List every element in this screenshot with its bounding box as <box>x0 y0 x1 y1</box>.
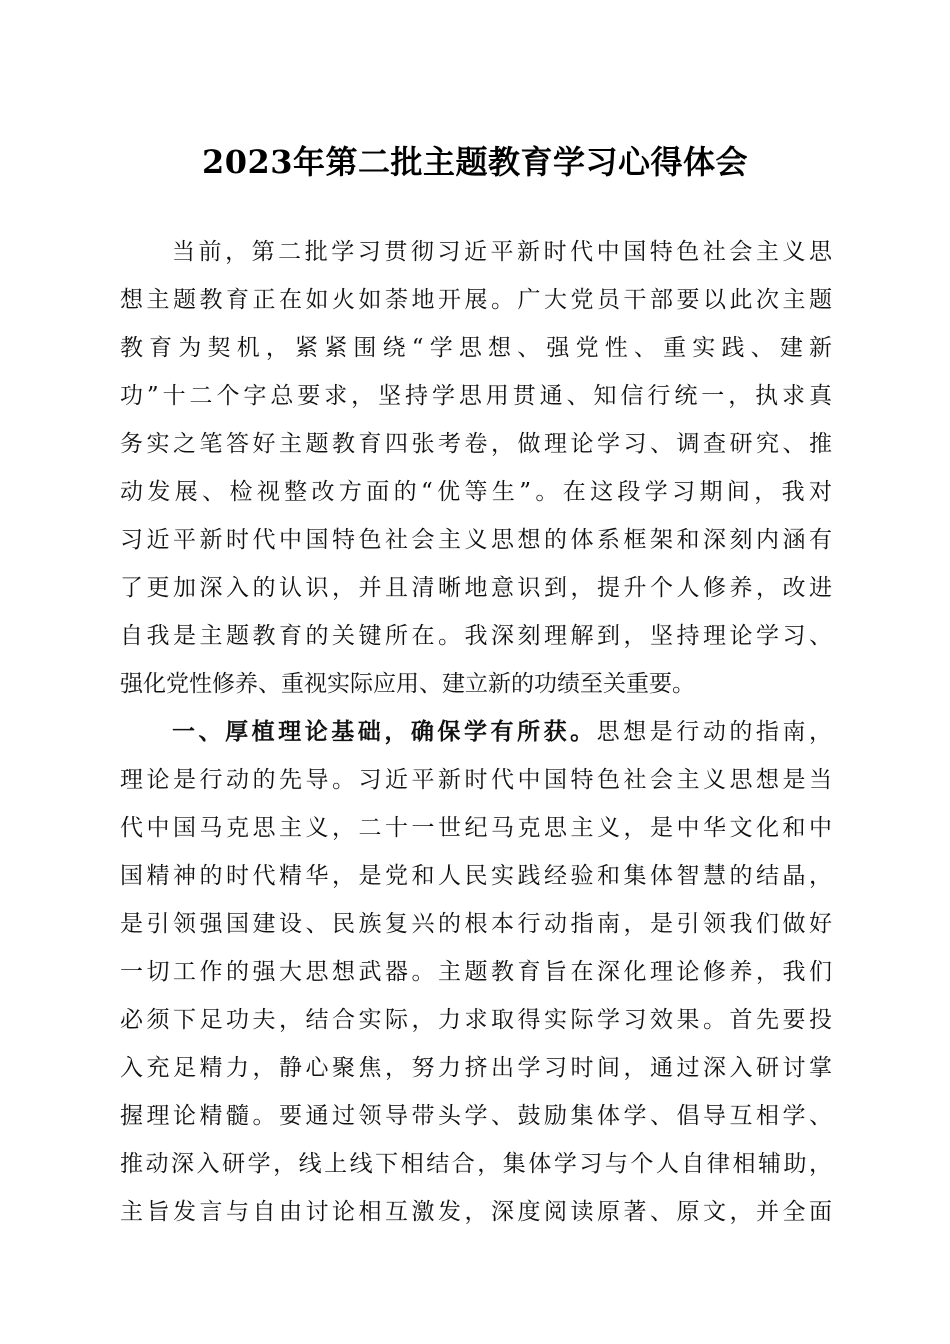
document-body <box>120 228 832 1236</box>
paragraph-line: 动发展、检视整改方面的“优等生”。在这段学习期间，我对 <box>120 479 832 505</box>
paragraph-section-one <box>120 708 832 1236</box>
paragraph-line: 务实之笔答好主题教育四张考卷，做理论学习、调查研究、推 <box>120 431 832 457</box>
paragraph-line: 入充足精力，静心聚焦，努力挤出学习时间，通过深入研讨掌 <box>120 1055 832 1081</box>
paragraph-line: 了更加深入的认识，并且清晰地意识到，提升个人修养，改进 <box>120 575 832 601</box>
paragraph-line: 是引领强国建设、民族复兴的根本行动指南，是引领我们做好 <box>120 911 832 937</box>
paragraph-line: 理论是行动的先导。习近平新时代中国特色社会主义思想是当 <box>120 767 832 793</box>
paragraph-line: 教育为契机，紧紧围绕“学思想、强党性、重实践、建新 <box>120 335 832 361</box>
paragraph-line: 主旨发言与自由讨论相互激发，深度阅读原著、原文，并全面 <box>120 1199 832 1225</box>
section-heading-rest: 思想是行动的指南， <box>596 719 832 745</box>
paragraph-line: 推动深入研学，线上线下相结合，集体学习与个人自律相辅助， <box>120 1151 832 1177</box>
paragraph-line: 自我是主题教育的关键所在。我深刻理解到，坚持理论学习、 <box>120 623 832 649</box>
paragraph-line: 握理论精髓。要通过领导带头学、鼓励集体学、倡导互相学、 <box>120 1103 832 1129</box>
paragraph-line: 习近平新时代中国特色社会主义思想的体系框架和深刻内涵有 <box>120 527 832 553</box>
paragraph-line: 功”十二个字总要求，坚持学思用贯通、知信行统一，执求真 <box>120 383 832 409</box>
document-title: 2023年第二批主题教育学习心得体会 <box>201 143 749 181</box>
paragraph-first-line <box>120 708 832 756</box>
paragraph-line: 代中国马克思主义，二十一世纪马克思主义，是中华文化和中 <box>120 815 832 841</box>
section-heading: 一、厚植理论基础，确保学有所获。 <box>172 718 597 745</box>
paragraph-line: 一切工作的强大思想武器。主题教育旨在深化理论修养，我们 <box>120 959 832 985</box>
paragraph-intro <box>120 228 832 708</box>
paragraph-line: 必须下足功夫，结合实际，力求取得实际学习效果。首先要投 <box>120 1007 832 1033</box>
paragraph-line: 想主题教育正在如火如荼地开展。广大党员干部要以此次主题 <box>120 287 832 313</box>
paragraph-line: 强化党性修养、重视实际应用、建立新的功绩至关重要。 <box>120 671 695 697</box>
paragraph-line: 当前，第二批学习贯彻习近平新时代中国特色社会主义思 <box>172 239 832 265</box>
paragraph-line: 国精神的时代精华，是党和人民实践经验和集体智慧的结晶， <box>120 863 832 889</box>
